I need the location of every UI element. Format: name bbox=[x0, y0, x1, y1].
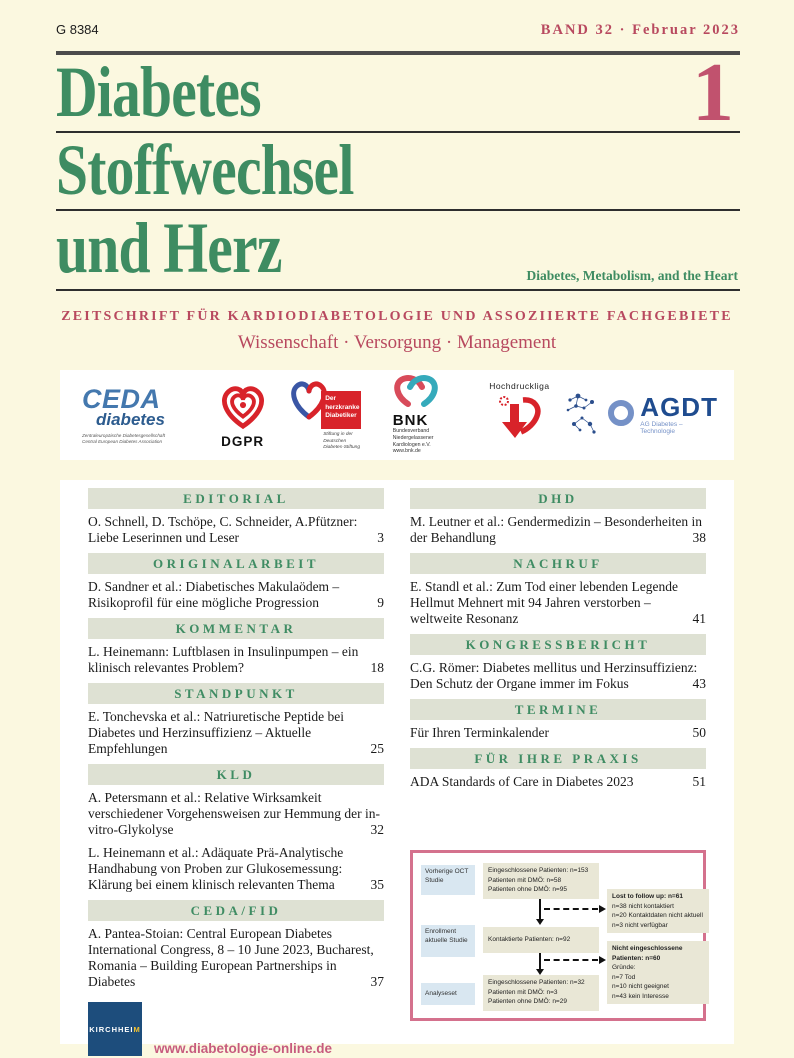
journal-subtagline: Wissenschaft · Versorgung · Management bbox=[237, 332, 557, 353]
toc-item bbox=[88, 514, 384, 546]
toc-item-text: Für Ihren Terminkalender bbox=[410, 725, 550, 740]
toc-item bbox=[410, 725, 706, 741]
flowchart-stage-analysis-set: Analyseset bbox=[421, 983, 475, 1005]
dhd-red-square bbox=[321, 391, 361, 429]
agdt-logo bbox=[568, 390, 718, 441]
agdt-wordmark: AGDT bbox=[640, 392, 718, 422]
down-arrow-icon bbox=[539, 953, 541, 969]
flowchart-box-included-32 bbox=[483, 975, 599, 1011]
right-arrowhead-icon bbox=[599, 905, 610, 913]
toc-section-kld bbox=[88, 764, 384, 893]
toc-item-text: O. Schnell, D. Tschöpe, C. Schneider, A.Pfützner: Liebe Leserinnen und Leser bbox=[88, 514, 358, 545]
bnk-heart-icon bbox=[393, 396, 439, 413]
toc-section-kongressbericht bbox=[410, 634, 706, 692]
fc-line: Patienten mit DMÖ: n=3 bbox=[488, 988, 558, 996]
section-header: KOMMENTAR bbox=[88, 618, 384, 639]
bnk-logo bbox=[393, 375, 471, 455]
fc-line: n=38 nicht kontaktiert bbox=[612, 902, 674, 910]
issue-number: 1 bbox=[692, 46, 734, 139]
toc-item bbox=[410, 514, 706, 546]
fc-line: n=7 Tod bbox=[612, 973, 636, 981]
bnk-tagline-2: Niedergelassener bbox=[392, 434, 434, 441]
journal-title-line2: Stoffwechsel bbox=[56, 130, 354, 210]
section-header: FÜR IHRE PRAXIS bbox=[410, 748, 706, 769]
bnk-tagline bbox=[393, 428, 471, 455]
masthead-row-3 bbox=[56, 209, 740, 291]
toc-section-kommentar bbox=[88, 618, 384, 676]
journal-title-line1: Diabetes bbox=[56, 52, 261, 132]
section-header: KONGRESSBERICHT bbox=[410, 634, 706, 655]
fc-line: Gründe: bbox=[612, 964, 636, 971]
fc-line: Patienten ohne DMÖ: n=29 bbox=[488, 998, 567, 1005]
fc-line: Kontaktierte Patienten: n=92 bbox=[488, 936, 571, 944]
toc-item-page: 37 bbox=[370, 974, 384, 989]
volume-date: BAND 32 · Februar 2023 bbox=[540, 22, 740, 38]
dgpr-logo bbox=[212, 381, 274, 449]
english-subtitle: Diabetes, Metabolism, and the Heart bbox=[526, 268, 738, 283]
fc-line: n=3 nicht verfügbar bbox=[612, 921, 668, 929]
kirchheim-wordmark-m: M bbox=[133, 1024, 141, 1034]
fc-line: n=20 Kontaktdaten nicht aktuell bbox=[612, 912, 703, 919]
toc-item-text: ADA Standards of Care in Diabetes 2023 bbox=[410, 774, 634, 789]
publisher-row bbox=[88, 1002, 384, 1056]
toc-item-page: 50 bbox=[692, 725, 706, 740]
flowchart-box-not-included bbox=[607, 941, 709, 1004]
toc-item-page: 3 bbox=[377, 530, 384, 545]
masthead bbox=[56, 46, 740, 291]
section-header: CEDA/FID bbox=[88, 900, 384, 921]
toc-right-column bbox=[410, 488, 706, 1034]
section-header: ORIGINALARBEIT bbox=[88, 553, 384, 574]
dhd-tagline-1: Stiftung in der bbox=[323, 432, 353, 437]
masthead-row-1 bbox=[56, 46, 740, 139]
toc-item-page: 32 bbox=[370, 822, 384, 837]
toc-item bbox=[88, 790, 384, 838]
bnk-tagline-1: Bundesverband bbox=[392, 427, 430, 434]
postal-code: G 8384 bbox=[56, 22, 99, 37]
right-arrowhead-icon bbox=[599, 956, 610, 964]
herzkranke-diabetiker-logo bbox=[287, 377, 379, 453]
ceda-wordmark: CEDA bbox=[82, 383, 161, 414]
dashed-right-arrow-icon bbox=[544, 959, 598, 961]
section-header: DHD bbox=[410, 488, 706, 509]
fc-line: Eingeschlossene Patienten: n=32 bbox=[488, 979, 585, 986]
section-header: STANDPUNKT bbox=[88, 683, 384, 704]
toc-item-text: A. Petersmann et al.: Relative Wirksamkeit verschiedener Vorgehensweisen zur Hemmung der in-vitro-Glykolyse bbox=[88, 790, 381, 837]
toc-item-text: D. Sandner et al.: Diabetisches Makulaödem – Risikoprofil für eine mögliche Progression bbox=[88, 579, 340, 610]
dhd-text-3: Diabetiker bbox=[325, 412, 357, 419]
kirchheim-logo bbox=[88, 1002, 142, 1056]
agdt-tagline: AG Diabetes – Technologie bbox=[640, 421, 683, 435]
taglines bbox=[0, 309, 794, 354]
toc-item bbox=[410, 660, 706, 692]
flowchart-box-contacted-92 bbox=[483, 927, 599, 953]
fc-line: Patienten mit DMÖ: n=58 bbox=[488, 876, 562, 884]
toc-section-dhd bbox=[410, 488, 706, 546]
toc-section-termine bbox=[410, 699, 706, 741]
toc-item-text: L. Heinemann et al.: Adäquate Prä-Analytische Handhabung von Proben zur Glukosemessung: Klärung bei einem klinisch relevanten Thema bbox=[88, 845, 344, 892]
toc-item-page: 51 bbox=[692, 774, 706, 789]
toc-section-standpunkt bbox=[88, 683, 384, 757]
toc-item-text: L. Heinemann: Luftblasen in Insulinpumpen – ein klinisch relevantes Problem? bbox=[88, 644, 359, 675]
toc-section-editorial bbox=[88, 488, 384, 546]
toc-item-page: 18 bbox=[370, 660, 384, 675]
hochdruckliga-arrow-heart-icon bbox=[496, 431, 542, 448]
fc-line-bold: Lost to follow up: n=61 bbox=[612, 893, 683, 900]
dashed-right-arrow-icon bbox=[544, 908, 598, 910]
study-flowchart bbox=[410, 850, 706, 1021]
ceda-tagline-de: Zentraleuropäische Diabetesgesellschaft bbox=[82, 432, 165, 438]
down-arrow-icon bbox=[539, 899, 541, 919]
agdt-ring-icon bbox=[606, 398, 636, 433]
toc-item-page: 25 bbox=[370, 741, 384, 756]
kirchheim-wordmark: KIRCHHEI bbox=[89, 1024, 134, 1034]
journal-title-line3: und Herz bbox=[56, 208, 282, 288]
fc-line: Patienten ohne DMÖ: n=95 bbox=[488, 886, 567, 893]
bnk-wordmark: BNK bbox=[392, 411, 429, 429]
toc-item-text: E. Standl et al.: Zum Tod einer lebenden Legende Hellmut Mehnert mit 94 Jahren verstorben – weltweite Resonanz bbox=[410, 579, 678, 626]
flowchart-box-included-153 bbox=[483, 863, 599, 899]
toc-item-page: 38 bbox=[692, 530, 706, 545]
flowchart-stage-previous-study: Vorherige OCT Studie bbox=[421, 865, 475, 895]
section-header: TERMINE bbox=[410, 699, 706, 720]
toc-item bbox=[88, 709, 384, 757]
toc-item bbox=[88, 644, 384, 676]
fc-line: n=43 kein Interesse bbox=[612, 992, 669, 1000]
section-header: EDITORIAL bbox=[88, 488, 384, 509]
dhd-tagline-3: Diabetes-Stiftung bbox=[323, 445, 360, 450]
fc-line: n=10 nicht geeignet bbox=[612, 983, 669, 990]
toc-item bbox=[410, 774, 706, 790]
hochdruckliga-wordmark: Hochdruckliga bbox=[489, 381, 550, 391]
toc-item bbox=[88, 845, 384, 893]
toc-item-page: 43 bbox=[692, 676, 706, 691]
fc-line: Eingeschlossene Patienten: n=153 bbox=[488, 867, 589, 874]
ceda-logo bbox=[76, 383, 198, 445]
toc-item-text: A. Pantea-Stoian: Central European Diabetes International Congress, 8 – 10 June 2023, Bucharest, Romania – Building European Partnerships in Diabetes bbox=[88, 926, 374, 989]
ceda-tagline-en: Central European Diabetes Association bbox=[82, 438, 163, 444]
toc-item-text: C.G. Römer: Diabetes mellitus und Herzinsuffizienz: Den Schutz der Organe immer im Fokus bbox=[410, 660, 698, 691]
toc-item bbox=[410, 579, 706, 627]
section-header: KLD bbox=[88, 764, 384, 785]
toc-item bbox=[88, 579, 384, 611]
journal-tagline: ZEITSCHRIFT FÜR KARDIODIABETOLOGIE UND ASSOZIIERTE FACHGEBIETE bbox=[61, 309, 733, 324]
table-of-contents bbox=[60, 480, 734, 1056]
masthead-row-2 bbox=[56, 131, 740, 209]
section-header: NACHRUF bbox=[410, 553, 706, 574]
website-url: www.diabetologie-online.de bbox=[154, 1041, 333, 1056]
dhd-text-2: herzkranke bbox=[325, 403, 360, 411]
toc-item-text: E. Tonchevska et al.: Natriuretische Peptide bei Diabetes und Herzinsuffizienz – Aktuelle Empfehlungen bbox=[88, 709, 344, 756]
fc-line-bold: Patienten: n=60 bbox=[612, 954, 661, 962]
toc-left-column bbox=[88, 488, 384, 1056]
dhd-tagline bbox=[323, 432, 360, 452]
dgpr-heart-icon bbox=[217, 418, 269, 435]
bnk-url-text: www.bnk.de bbox=[392, 448, 421, 455]
toc-item-text: M. Leutner et al.: Gendermedizin – Besonderheiten in der Behandlung bbox=[410, 514, 703, 545]
ceda-diabetes-text: diabetes bbox=[96, 409, 165, 429]
toc-item-page: 41 bbox=[692, 611, 706, 626]
toc-section-ceda-fid bbox=[88, 900, 384, 990]
fc-line-bold: Nicht eingeschlossene bbox=[612, 945, 683, 952]
top-header-row bbox=[56, 0, 740, 39]
flowchart-stage-enrollment: Enrollment aktuelle Studie bbox=[421, 925, 475, 957]
toc-item-page: 9 bbox=[377, 595, 384, 610]
hochdruckliga-logo bbox=[484, 381, 554, 449]
agdt-network-icon bbox=[564, 390, 606, 441]
flowchart-box-lost-to-follow-up bbox=[607, 889, 709, 933]
toc-item bbox=[88, 926, 384, 990]
society-logo-panel bbox=[60, 370, 734, 460]
toc-section-nachruf bbox=[410, 553, 706, 627]
toc-item-page: 35 bbox=[370, 877, 384, 892]
bnk-tagline-3: Kardiologen e.V. bbox=[392, 441, 431, 448]
dhd-text-1: Der bbox=[325, 395, 337, 402]
ceda-tagline bbox=[82, 433, 198, 445]
toc-section-fuer-ihre-praxis bbox=[410, 748, 706, 790]
dgpr-wordmark: DGPR bbox=[221, 434, 265, 449]
toc-section-originalarbeit bbox=[88, 553, 384, 611]
dhd-tagline-2: Deutschen bbox=[323, 438, 347, 444]
